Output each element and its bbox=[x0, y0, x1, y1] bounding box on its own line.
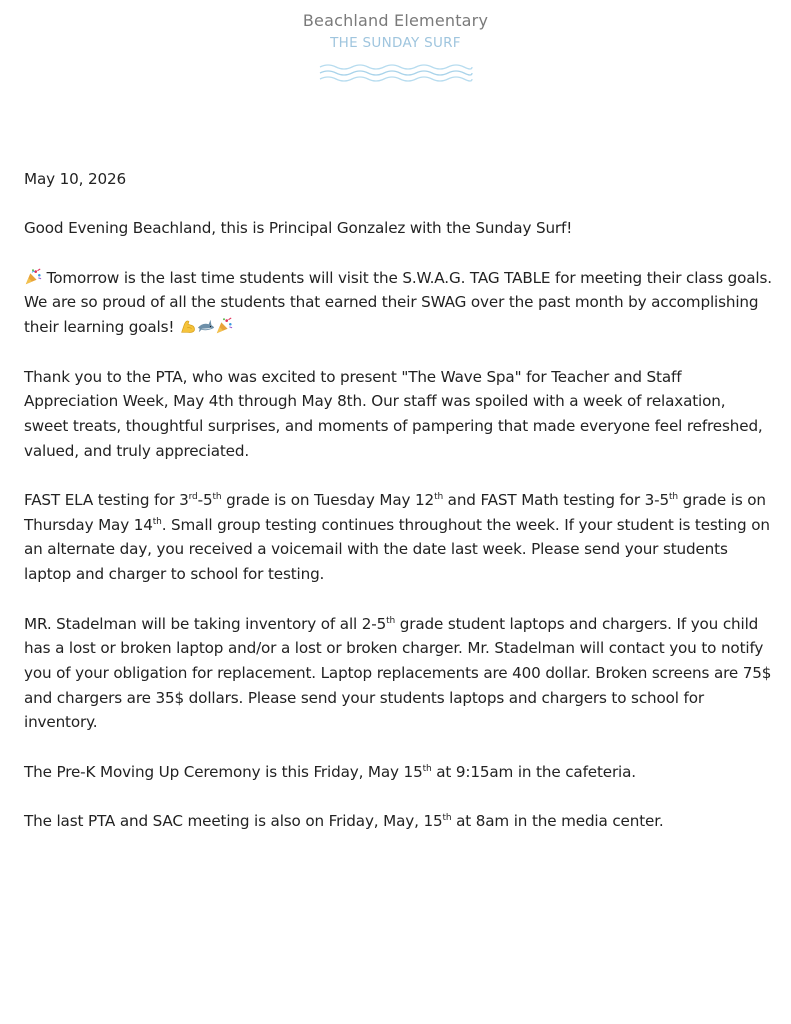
prek-text-2: at 9:15am in the cafeteria. bbox=[431, 762, 636, 781]
party-popper-icon bbox=[215, 317, 233, 335]
waves-icon bbox=[318, 62, 474, 84]
fast-sup-4: th bbox=[669, 492, 678, 503]
prek-text-1: The Pre-K Moving Up Ceremony is this Friday, May 15 bbox=[24, 762, 423, 781]
greeting: Good Evening Beachland, this is Principal Gonzalez with the Sunday Surf! bbox=[24, 219, 573, 238]
fast-text-4: and FAST Math testing for 3-5 bbox=[443, 491, 670, 510]
fast-text-6: . Small group testing continues throughout the week. If your student is testing on an alternate day, you received a voicemail with the date last week. Please send your students laptop and charger to school for testing. bbox=[24, 515, 770, 584]
prek-sup-1: th bbox=[422, 763, 432, 774]
inventory-paragraph bbox=[24, 612, 772, 736]
swag-paragraph bbox=[24, 266, 772, 340]
fast-text-1: FAST ELA testing for 3 bbox=[24, 491, 189, 510]
fast-text-5: grade is on Thursday May 14 bbox=[24, 491, 766, 534]
fast-sup-2: th bbox=[212, 492, 222, 503]
shark-icon bbox=[197, 317, 215, 335]
newsletter-name: THE SUNDAY SURF bbox=[330, 35, 461, 51]
meeting-text-2: at 8am in the media center. bbox=[451, 812, 664, 831]
meeting-paragraph bbox=[24, 809, 772, 834]
inventory-text-2: grade student laptops and chargers. If you child has a lost or broken laptop and/or a lost or broken charger. Mr. Stadelman will contact you to notify you of your obligation for replacement. Laptop replacements are 400 dollar. Broken screens are 75$ and chargers are 35$ dollars. Please send your students laptops and chargers to school for inventory. bbox=[24, 614, 772, 732]
letter-body bbox=[24, 167, 772, 859]
pta-paragraph: Thank you to the PTA, who was excited to present "The Wave Spa" for Teacher and Staff Appreciation Week, May 4th through May 8th. Our staff was spoiled with a week of relaxation, sweet treats, thoughtful surprises, and moments of pampering that made everyone feel refreshed, valued, and truly appreciated. bbox=[24, 367, 763, 460]
prek-paragraph bbox=[24, 760, 772, 785]
swag-text: Tomorrow is the last time students will visit the S.W.A.G. TAG TABLE for meeting their class goals. We are so proud of all the students that earned their SWAG over the past month by accomplishing their learning goals! bbox=[24, 268, 772, 337]
school-name: Beachland Elementary bbox=[302, 11, 489, 30]
fast-sup-1: rd bbox=[188, 492, 198, 503]
party-popper-icon bbox=[24, 268, 42, 286]
newsletter-header bbox=[0, 10, 791, 84]
fast-text-3: grade is on Tuesday May 12 bbox=[221, 491, 435, 510]
meeting-text-1: The last PTA and SAC meeting is also on Friday, May, 15 bbox=[24, 812, 443, 831]
fast-text-2: -5 bbox=[197, 491, 213, 510]
meeting-sup-1: th bbox=[442, 813, 452, 824]
inventory-sup-1: th bbox=[386, 615, 396, 626]
letter-date: May 10, 2026 bbox=[24, 170, 127, 188]
inventory-text-1: MR. Stadelman will be taking inventory of all 2-5 bbox=[24, 614, 387, 633]
fast-sup-5: th bbox=[152, 516, 162, 527]
fast-sup-3: th bbox=[434, 492, 443, 503]
flexed-biceps-icon bbox=[179, 317, 197, 335]
fast-testing-paragraph bbox=[24, 488, 772, 587]
